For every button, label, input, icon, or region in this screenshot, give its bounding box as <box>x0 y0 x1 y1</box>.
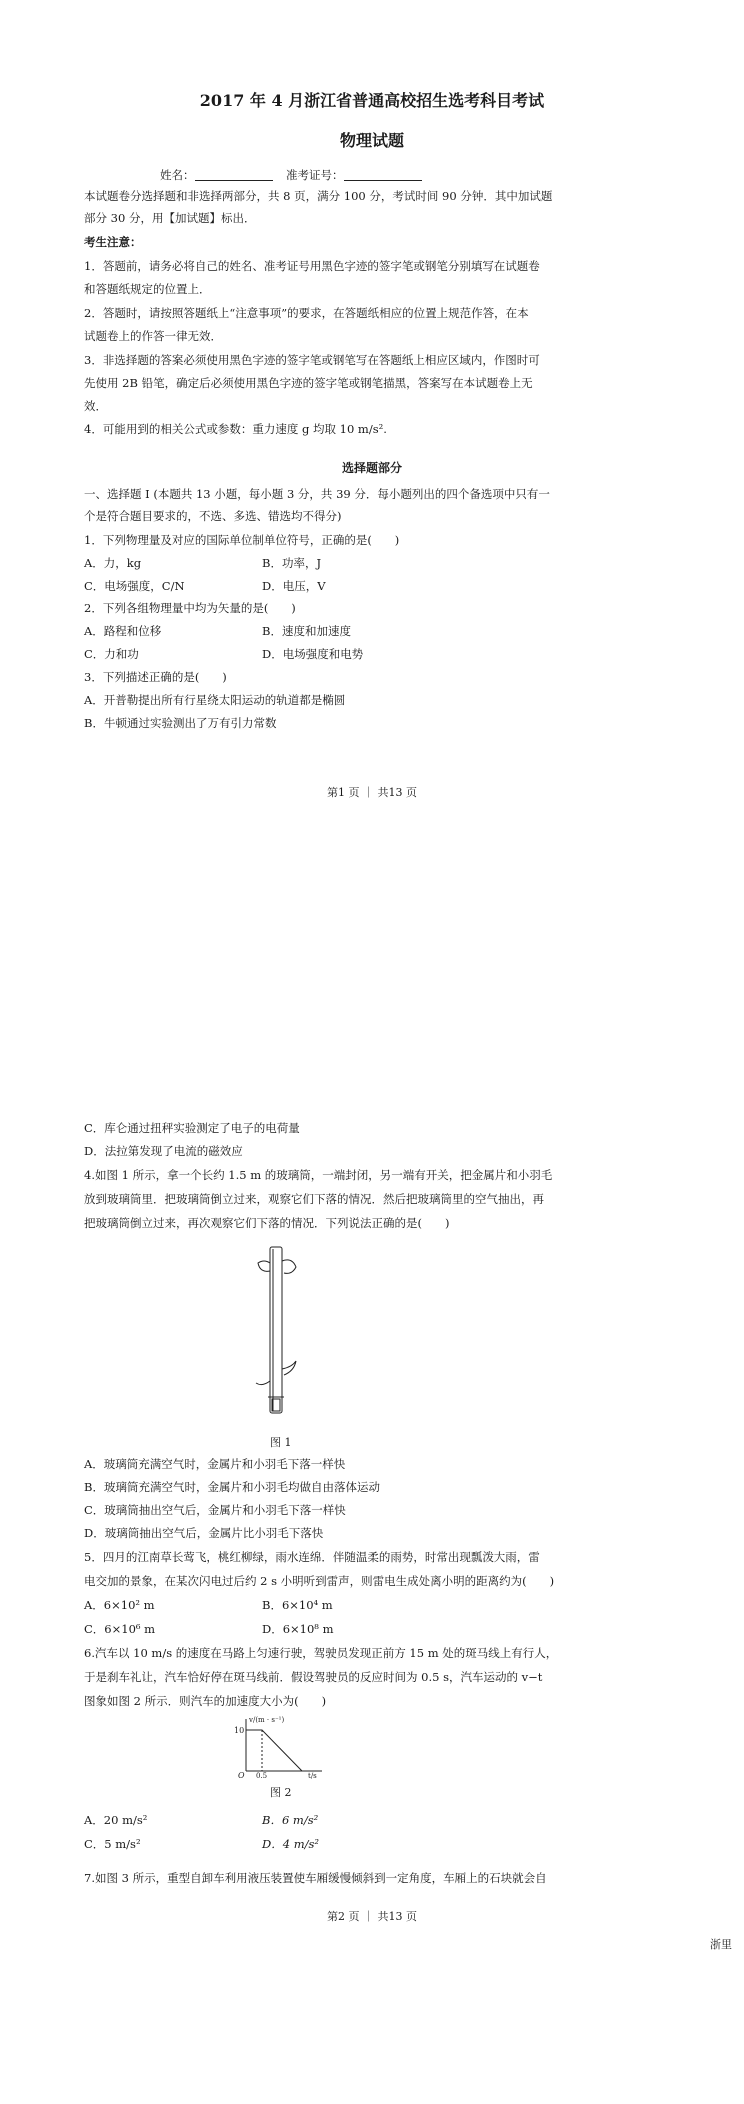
page-footer: 第1 页 ｜ 共13 页 <box>327 786 417 799</box>
q1-option-b: B．功率，J <box>262 556 322 570</box>
q6-option-c: C．5 m/s² <box>84 1837 141 1851</box>
notice-heading: 考生注意： <box>84 235 142 249</box>
q1-option-c: C．电场强度，C/N <box>84 579 185 593</box>
name-field <box>160 167 273 183</box>
q4-option-b: B．玻璃筒充满空气时，金属片和小羽毛均做自由落体运动 <box>84 1480 380 1494</box>
notice-line: 1．答题前，请务必将自己的姓名、准考证号用黑色字迹的签字笔或钢笔分别填写在试题卷 <box>84 259 540 273</box>
q6-option-b: B．6 m/s² <box>262 1813 319 1827</box>
notice-line: 效． <box>84 399 107 413</box>
exam-page-1 <box>0 0 744 1030</box>
q5-option-c: C．6×10⁶ m <box>84 1622 156 1636</box>
notice-line: 4．可能用到的相关公式或参数：重力速度 g 均取 10 m/s². <box>84 422 387 436</box>
question-4-line: 把玻璃筒倒立过来，再次观察它们下落的情况．下列说法正确的是( ) <box>84 1216 450 1230</box>
exam-page-2 <box>0 1110 744 2104</box>
question-5-line: 电交加的景象，在某次闪电过后约 2 s 小明听到雷声，则雷电生成处离小明的距离约为( ) <box>84 1574 555 1588</box>
question-1: 1．下列物理量及对应的国际单位制单位符号，正确的是( ) <box>84 533 400 547</box>
question-5-line: 5．四月的江南草长莺飞，桃红柳绿，雨水连绵．伴随温柔的雨势，时常出现瓢泼大雨，雷 <box>84 1550 540 1564</box>
exam-title: 2017 年 4 月浙江省普通高校招生选考科目考试 <box>199 91 545 110</box>
q6-option-d: D．4 m/s² <box>262 1837 319 1851</box>
question-6-line: 于是刹车礼让，汽车恰好停在斑马线前．假设驾驶员的反应时间为 0.5 s，汽车运动的 v−t <box>84 1670 543 1684</box>
notice-line: 3．非选择题的答案必须使用黑色字迹的签字笔或钢笔写在答题纸上相应区域内，作图时可 <box>84 353 540 367</box>
figure-1-caption: 图 1 <box>270 1436 292 1449</box>
page-footer: 第2 页 ｜ 共13 页 <box>327 1910 417 1923</box>
vt-ytick: 10 <box>234 1726 245 1735</box>
q3-option-d: D．法拉第发现了电流的磁效应 <box>84 1144 243 1158</box>
section-title: 选择题部分 <box>341 461 402 475</box>
vt-xtick: 0.5 <box>256 1772 268 1779</box>
figure-1-glass-tube <box>248 1241 308 1419</box>
vt-axes <box>246 1719 322 1771</box>
vt-xlabel: t/s <box>308 1772 317 1779</box>
q5-option-b: B．6×10⁴ m <box>262 1598 333 1612</box>
question-4-line: 4.如图 1 所示，拿一个长约 1.5 m 的玻璃筒，一端封闭，另一端有开关，把金属片和小羽毛 <box>84 1168 553 1182</box>
q5-option-a: A．6×10² m <box>84 1598 155 1612</box>
notice-line: 2．答题时，请按照答题纸上“注意事项”的要求，在答题纸相应的位置上规范作答，在本 <box>84 306 529 320</box>
part1-instructions-1 <box>84 484 664 504</box>
question-2: 2．下列各组物理量中均为矢量的是( ) <box>84 601 296 615</box>
name-label: 姓名： <box>160 168 195 182</box>
q2-option-d: D．电场强度和电势 <box>262 647 364 661</box>
figure-2-caption: 图 2 <box>270 1786 292 1799</box>
exam-subtitle: 物理试题 <box>339 131 404 150</box>
ticket-label: 准考证号： <box>286 168 344 182</box>
name-blank <box>195 168 273 181</box>
q1-option-d: D．电压，V <box>262 579 326 593</box>
notice-line: 试题卷上的作答一律无效． <box>84 329 222 343</box>
notice-line: 先使用 2B 铅笔，确定后必须使用黑色字迹的签字笔或钢笔描黑，答案写在本试题卷上无 <box>84 376 533 390</box>
intro-line-2: 部分 30 分，用【加试题】标出． <box>84 211 256 225</box>
q5-option-d: D．6×10⁸ m <box>262 1622 334 1636</box>
question-6-line: 图象如图 2 所示．则汽车的加速度大小为( ) <box>84 1694 327 1708</box>
q3-option-b: B．牛顿通过实验测出了万有引力常数 <box>84 716 277 730</box>
intro-line-1: 本试题卷分选择题和非选择两部分，共 8 页，满分 100 分，考试时间 90 分钟．其中加试题 <box>84 189 553 203</box>
q1-option-a: A．力，kg <box>84 556 142 570</box>
q2-option-c: C．力和功 <box>84 647 139 661</box>
q4-option-c: C．玻璃筒抽出空气后，金属片和小羽毛下落一样快 <box>84 1503 346 1517</box>
question-7-line: 7.如图 3 所示，重型自卸车利用液压装置使车厢缓慢倾斜到一定角度，车厢上的石块就会自 <box>84 1871 547 1885</box>
figure-2-vt-graph <box>232 1713 332 1779</box>
part1-instructions-2: 个是符合题目要求的，不选、多选、错选均不得分) <box>84 509 342 523</box>
question-6-line: 6.汽车以 10 m/s 的速度在马路上匀速行驶，驾驶员发现正前方 15 m 处的斑马线上有行人， <box>84 1646 558 1660</box>
question-4-line: 放到玻璃筒里．把玻璃筒倒立过来，观察它们下落的情况．然后把玻璃筒里的空气抽出，再 <box>84 1192 544 1206</box>
notice-line: 和答题纸规定的位置上． <box>84 282 211 296</box>
part1-text: 一、选择题 I (本题共 13 小题，每小题 3 分，共 39 分．每小题列出的四个备选项中只有一 <box>84 487 550 501</box>
q3-option-c: C．库仑通过扭秤实验测定了电子的电荷量 <box>84 1121 300 1135</box>
q6-option-a: A．20 m/s² <box>84 1813 148 1827</box>
q2-option-b: B．速度和加速度 <box>262 624 351 638</box>
glass-tube-shape <box>256 1247 296 1413</box>
ticket-blank <box>344 168 422 181</box>
q2-option-a: A．路程和位移 <box>84 624 162 638</box>
question-3: 3．下列描述正确的是( ) <box>84 670 227 684</box>
corner-mark: 浙里 <box>710 1938 732 1951</box>
ticket-field <box>286 167 422 183</box>
q4-option-a: A．玻璃筒充满空气时，金属片和小羽毛下落一样快 <box>84 1457 346 1471</box>
vt-line <box>246 1730 302 1771</box>
q3-option-a: A．开普勒提出所有行星绕太阳运动的轨道都是椭圆 <box>84 693 346 707</box>
vt-origin: O <box>238 1771 245 1779</box>
vt-ylabel: v/(m · s⁻¹) <box>249 1716 285 1724</box>
q4-option-d: D．玻璃筒抽出空气后，金属片比小羽毛下落快 <box>84 1526 324 1540</box>
